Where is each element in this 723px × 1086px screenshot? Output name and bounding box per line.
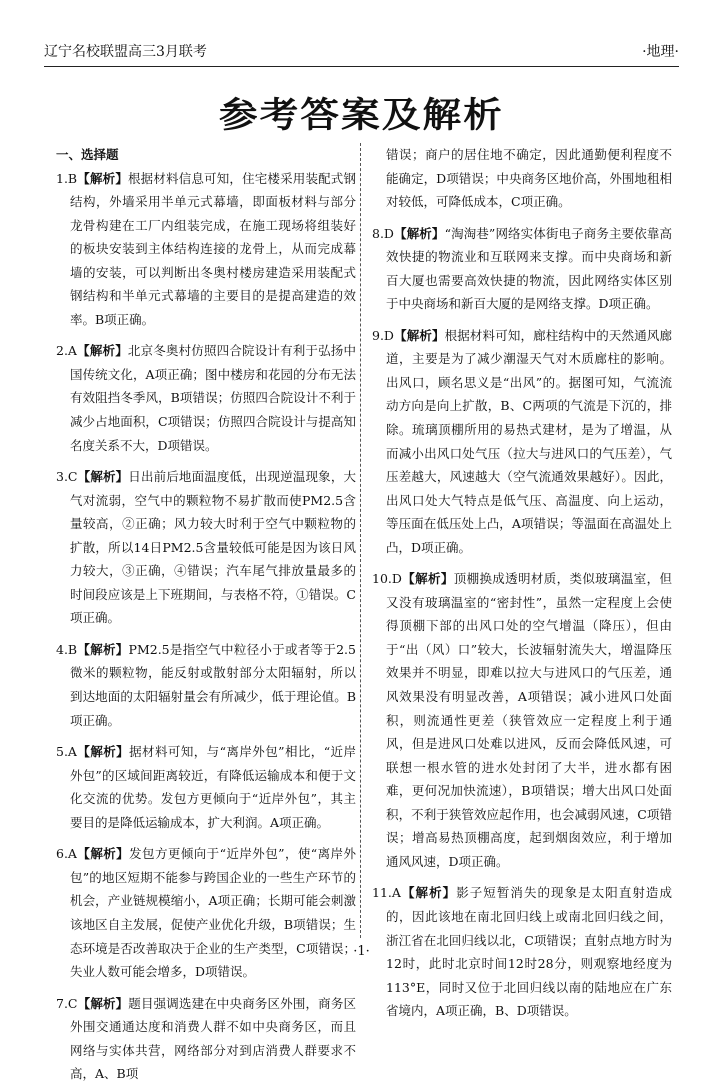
question-5	[56, 740, 356, 834]
question-10	[372, 567, 672, 873]
answer-key: 1.B	[56, 170, 78, 186]
question-7-continued: 错误；商户的居住地不确定，因此通勤便利程度不能确定，D项错误；中央商务区地价高，外围地租相对较低，可降低成本，C项正确。	[386, 147, 672, 210]
question-1	[56, 167, 356, 332]
analysis-tag: 【解析】	[400, 885, 457, 901]
subject-label: ·地理·	[642, 44, 679, 60]
analysis-tag: 【解析】	[76, 343, 128, 359]
analysis-tag: 【解析】	[393, 327, 445, 343]
analysis-tag: 【解析】	[76, 846, 130, 862]
question-4	[56, 638, 356, 732]
answer-explanation: “淘淘巷”网络实体街电子商务主要依靠高效快捷的物流业和互联网来支撑。而中央商场和新百大厦也需要高效快捷的物流，因此网络实体区别于中央商场和新百大厦的是网络支撑。D项正确。	[386, 225, 672, 312]
answer-key: 6.A	[56, 846, 77, 862]
answer-key: 11.A	[372, 885, 401, 901]
answer-explanation: 根据材料可知，廊柱结构中的天然通风廊道，主要是为了减少潮湿天气对木质廊柱的影响。出风口，顾名思义是“出风”的。据图可知，气流流动方向是向上扩散，B、C两项的气流是下沉的，排除。琉璃顶棚所用的易热式建材，是为了增温，从而减小出风口处气压（拉大与进风口的气压差），气压差越大，风速越大（空气流通效果越好）。因此，出风口处大气特点是低气压、高温度、向上运动，等压面在低压处上凸，A项错误；等温面在高温处上凸，D项正确。	[386, 327, 672, 555]
answer-key: 5.A	[56, 744, 77, 760]
right-column	[372, 143, 672, 1023]
question-6	[56, 842, 356, 983]
question-2	[56, 339, 356, 457]
question-8	[372, 222, 672, 316]
analysis-tag: 【解析】	[76, 744, 130, 760]
page-number: ·1·	[353, 944, 370, 959]
analysis-tag: 【解析】	[77, 469, 129, 485]
exam-name: 辽宁名校联盟高三3月联考	[44, 44, 207, 60]
analysis-tag: 【解析】	[393, 225, 445, 241]
answer-explanation: 据材料可知，与“离岸外包”相比，“近岸外包”的区域间距离较近，有降低运输成本和便于文化交流的优势。发包方更倾向于“近岸外包”，其主要目的是降低运输成本，扩大利润。A项正确。	[70, 744, 356, 830]
analysis-tag: 【解析】	[401, 571, 454, 587]
question-9	[372, 324, 672, 559]
answer-explanation: 顶棚换成透明材质，类似玻璃温室，但又没有玻璃温室的“密封性”，虽然一定程度上会使得顶棚下部的出风口处的空气增温（降压），但由于“出（风）口”较大，长波辐射流失大，增温降压效果并不明显，即难以拉大与进风口的气压差，通风效果没有明显改善，A项错误；减小进风口处面积，则流通性更差（狭管效应一定程度上利于通风，但是进风口处难以进风，反而会降低风速，可联想一根水管的进水处封闭了大半，进水都有困难，更何况加快流速），B项错误；增大出风口处面积，不利于狭管效应起作用，也会减弱风速，C项错误；增高易热顶棚高度，起到烟囱效应，利于增加通风风速，D项正确。	[386, 571, 672, 869]
answer-explanation: 影子短暂消失的现象是太阳直射造成的，因此该地在南北回归线上或南北回归线之间，浙江省在北回归线以北，C项错误；直射点地方时为12时，此时北京时间12时28分，则观察地经度为113°E，同时又位于北回归线以南的陆地应在广东省境内，A项正确，B、D项错误。	[386, 885, 672, 1019]
answer-explanation: PM2.5是指空气中粒径小于或者等于2.5微米的颗粒物，能反射或散射部分太阳辐射，所以到达地面的太阳辐射量会有所减少，低于理论值。B项正确。	[70, 641, 356, 728]
page-header	[44, 41, 679, 63]
answer-explanation: 日出前后地面温度低，出现逆温现象，大气对流弱，空气中的颗粒物不易扩散而使PM2.5含量较高，②正确；风力较大时利于空气中颗粒物的扩散，所以14日PM2.5含量较低可能是因为该日风力较大，③正确，④错误；汽车尾气排放量最多的时间段应该是上下班期间，与表格不符，①错误。C项正确。	[70, 469, 356, 626]
answer-key: 3.C	[56, 469, 78, 485]
answer-key: 2.A	[56, 343, 77, 359]
answer-key: 8.D	[372, 225, 394, 241]
question-3	[56, 465, 356, 630]
analysis-tag: 【解析】	[77, 170, 128, 186]
analysis-tag: 【解析】	[77, 641, 129, 657]
answer-key: 9.D	[372, 327, 394, 343]
analysis-tag: 【解析】	[77, 995, 129, 1011]
answer-key: 4.B	[56, 641, 78, 657]
answer-explanation: 发包方更倾向于“近岸外包”，使“离岸外包”的地区短期不能参与跨国企业的一些生产环节的机会，产业链规模缩小，A项正确；长期可能会刺激该地区自主发展，促使产业优化升级，B项错误；生态环境是否改善取决于企业的生产类型，C项错误；失业人数可能会增多，D项错误。	[70, 846, 356, 980]
answer-key: 10.D	[372, 571, 402, 587]
section-heading: 一、选择题	[56, 147, 119, 162]
answer-explanation: 北京冬奥村仿照四合院设计有利于弘扬中国传统文化，A项正确；图中楼房和花园的分布无法有效阻挡冬季风，B项错误；仿照四合院设计不利于减少占地面积，C项错误；仿照四合院设计与提高知名度关系不大，D项错误。	[70, 343, 356, 453]
header-rule	[44, 66, 679, 67]
column-divider	[360, 143, 361, 938]
answer-key: 7.C	[56, 995, 78, 1011]
answer-explanation: 题目强调选建在中央商务区外围，商务区外围交通通达度和消费人群不如中央商务区，而且网络与实体共营，网络部分对到店消费人群要求不高，A、B项	[70, 995, 356, 1082]
answer-explanation: 根据材料信息可知，住宅楼采用装配式钢结构，外墙采用半单元式幕墙，即面板材料与部分龙骨构建在工厂内组装完成，在施工现场将组装好的板块安装到主体结构连接的龙骨上，从而完成幕墙的安装，可以判断出冬奥村楼房建造采用装配式钢结构和半单元式幕墙的主要目的是提高建造的效率。B项正确。	[70, 170, 356, 327]
page-title: 参考答案及解析	[219, 96, 504, 136]
